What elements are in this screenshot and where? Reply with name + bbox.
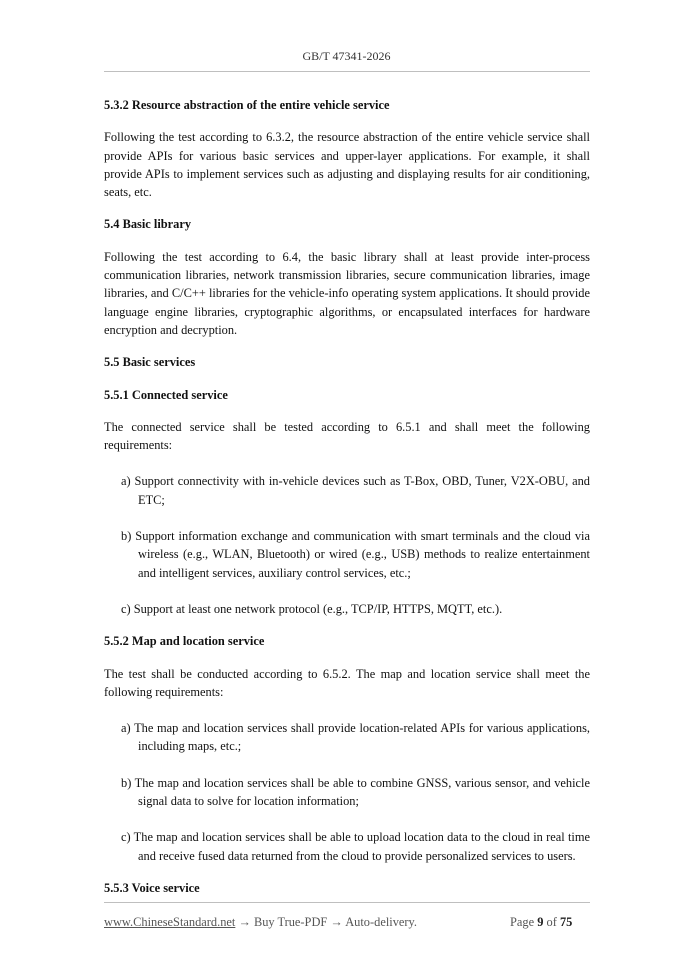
auto-delivery-text: Auto-delivery.: [345, 915, 418, 929]
paragraph-5-5-1: The connected service shall be tested according to 6.5.1 and shall meet the following requirements:: [104, 419, 590, 453]
page-of-label: of: [546, 915, 557, 929]
page-total: 75: [559, 915, 573, 929]
buy-true-pdf-text: Buy True-PDF: [253, 915, 328, 929]
document-body: [104, 96, 590, 897]
paragraph-5-4: Following the test according to 6.4, the basic library shall at least provide inter-process communication libraries, network transmission libraries, secure communication libraries, image libraries, and C/C++ libraries for the vehicle-info operating system applications. It should provide language engine libraries, cryptographic algorithms, or encapsulated interfaces for hardware encryption and decryption.: [104, 249, 590, 337]
paragraph-5-5-2: The test shall be conducted according to 6.5.2. The map and location service shall meet the following requirements:: [104, 666, 590, 699]
footer-links: [104, 915, 417, 930]
list-item: c) The map and location services shall be able to upload location data to the cloud in real time and receive fused data returned from the cloud to provide personalized services to users.: [121, 830, 590, 863]
section-heading-5-5-2: 5.5.2 Map and location service: [104, 634, 265, 649]
page-number: [510, 915, 572, 930]
list-item: a) The map and location services shall provide location-related APIs for various applications, including maps, etc.;: [121, 721, 590, 754]
page-label: Page: [510, 915, 535, 929]
document-code-header: GB/T 47341-2026: [302, 49, 391, 63]
page-current: 9: [537, 915, 544, 929]
section-heading-5-3-2: 5.3.2 Resource abstraction of the entire vehicle service: [104, 98, 390, 112]
list-item: b) The map and location services shall be able to combine GNSS, various sensor, and vehicle signal data to solve for location information;: [121, 775, 590, 809]
chinese-standard-link[interactable]: www.ChineseStandard.net: [104, 915, 236, 929]
section-heading-5-5-3: 5.5.3 Voice service: [104, 880, 200, 895]
footer-divider: [104, 902, 590, 903]
section-heading-5-4: 5.4 Basic library: [104, 217, 192, 232]
paragraph-5-3-2: Following the test according to 6.3.2, the resource abstraction of the entire vehicle service shall provide APIs for various basic services and upper-layer applications. For example, it shall provide APIs to implement services such as adjusting and displaying results for air conditioning, seats, etc.: [104, 130, 590, 200]
list-item: a) Support connectivity with in-vehicle devices such as T-Box, OBD, Tuner, V2X-OBU, and ETC;: [121, 474, 590, 507]
header-divider: [104, 71, 590, 72]
list-item: c) Support at least one network protocol (e.g., TCP/IP, HTTPS, MQTT, etc.).: [121, 601, 503, 616]
section-heading-5-5-1: 5.5.1 Connected service: [104, 387, 228, 402]
section-heading-5-5: 5.5 Basic services: [104, 355, 196, 370]
arrow-right-icon: →: [238, 915, 251, 929]
list-item: b) Support information exchange and communication with smart terminals and the cloud via wireless (e.g., WLAN, Bluetooth) or wired (e.g., USB) methods to realize entertainment and intelligent services, auxiliary control services, etc.;: [121, 529, 590, 580]
arrow-right-icon: →: [330, 915, 343, 929]
